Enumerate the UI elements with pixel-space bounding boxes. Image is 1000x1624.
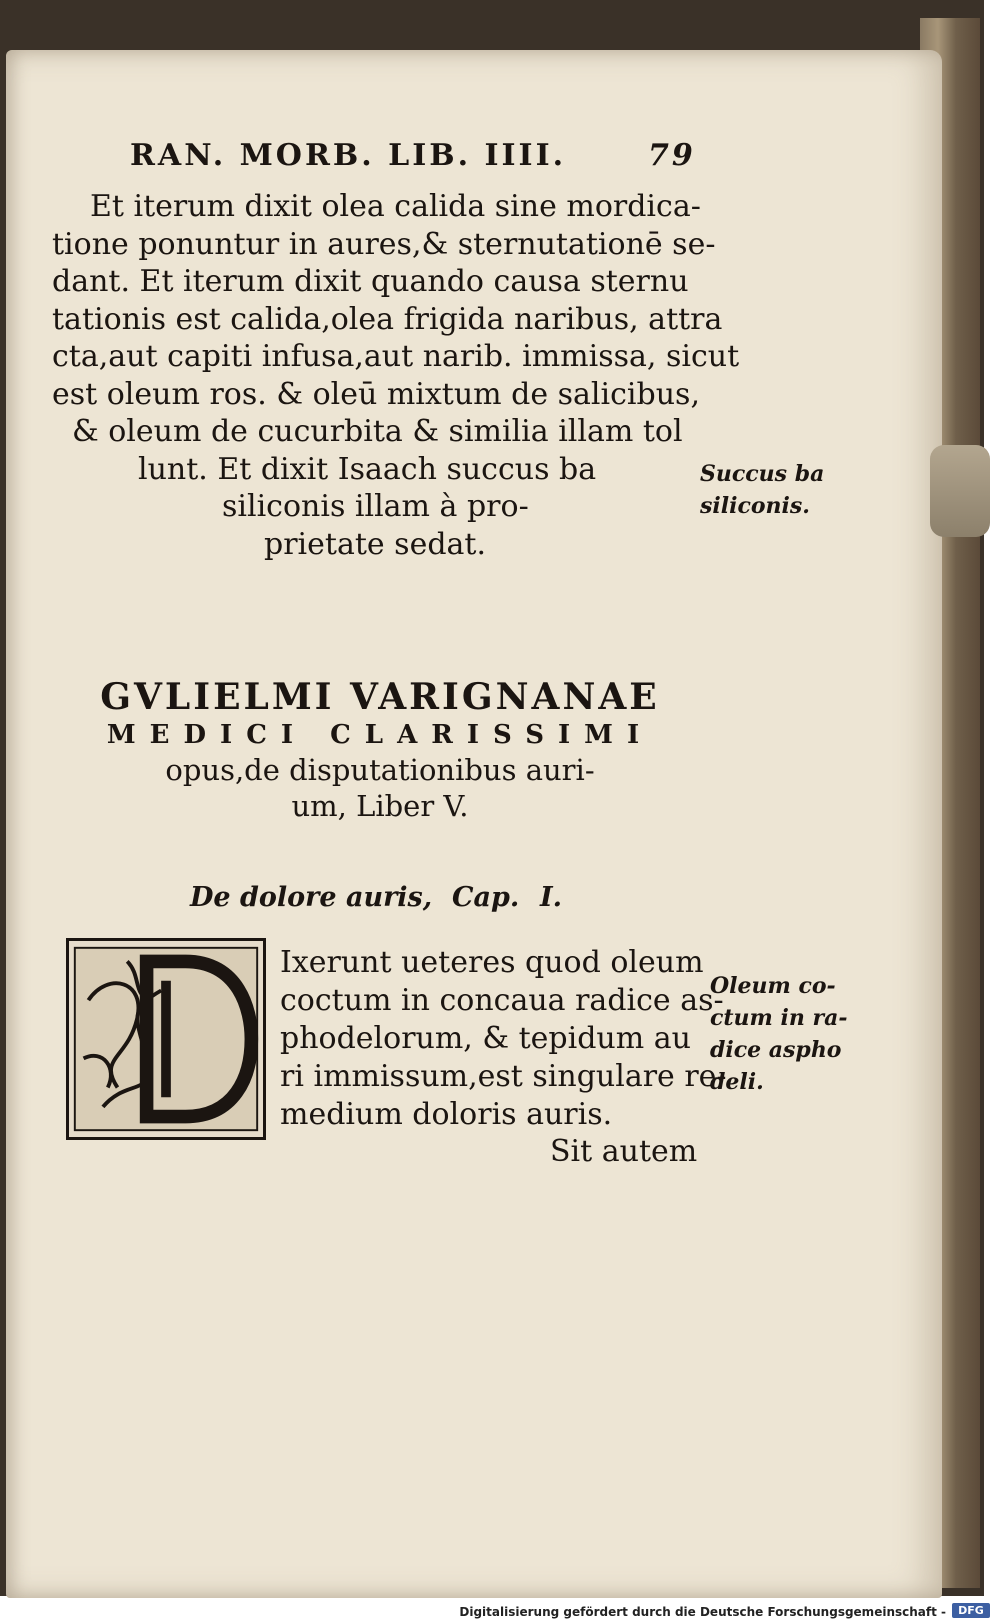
page-clip [930,445,990,537]
section-heading: GVLIELMI VARIGNANAE [100,676,660,718]
text-line: medium doloris auris. [280,1097,613,1132]
description-line: opus,de disputationibus auri- [165,753,595,787]
margin-line: ctum in ra- [710,1005,848,1031]
chapter-title [190,882,590,918]
margin-line: dice aspho [710,1037,842,1063]
passage-one [52,188,740,563]
margin-line: deli. [710,1069,764,1095]
chapter-cap: Cap. [452,882,520,913]
text-line: phodelorum, & tepidum au [280,1021,691,1056]
text-line: siliconis illam à pro- [222,489,529,524]
text-line: dant. Et iterum dixit quando causa sternu [52,264,689,299]
text-line: Ixerunt ueteres quod oleum [280,945,704,980]
ornament-initial-icon [69,941,263,1137]
text-line: tationis est calida,olea frigida naribus, attra [52,301,723,337]
passage-two [280,944,727,1134]
text-line: tione ponuntur in aures,& sternutationē se- [52,226,716,262]
dfg-logo-icon: DFG [952,1603,990,1618]
text-line: coctum in concaua radice as- [280,983,724,1018]
text-line: Et iterum dixit olea calida sine mordica- [90,189,701,224]
section-subheading: MEDICI CLARISSIMI [106,720,654,750]
margin-line: Succus ba [700,461,825,487]
chapter-name: De dolore auris, [190,882,433,913]
catchword: Sit autem [550,1134,698,1169]
text-line: & oleum de cucurbita & similia illam tol [72,414,683,449]
running-header [130,138,696,178]
running-title: RAN. MORB. LIB. IIII. [130,138,567,173]
margin-note-succus [700,458,824,522]
text-line: est oleum ros. & oleū mixtum de salicibus, [52,376,700,412]
margin-line: Oleum co- [710,973,836,999]
text-line: ri immissum,est singulare re- [280,1059,727,1094]
page-number: 79 [648,138,696,173]
digitization-footer [0,1598,1000,1624]
text-line: prietate sedat. [264,526,487,562]
text-line: cta,aut capiti infusa,aut narib. immissa, sicut [52,339,740,374]
decorated-initial [66,938,266,1140]
margin-note-oleum [710,970,847,1098]
section-description [120,752,640,824]
margin-line: siliconis. [700,493,810,519]
footer-credit: Digitalisierung gefördert durch die Deutsche Forschungsgemeinschaft - [459,1605,946,1619]
chapter-number: I. [540,882,563,913]
description-line: um, Liber V. [291,789,469,823]
text-line: lunt. Et dixit Isaach succus ba [138,451,597,487]
